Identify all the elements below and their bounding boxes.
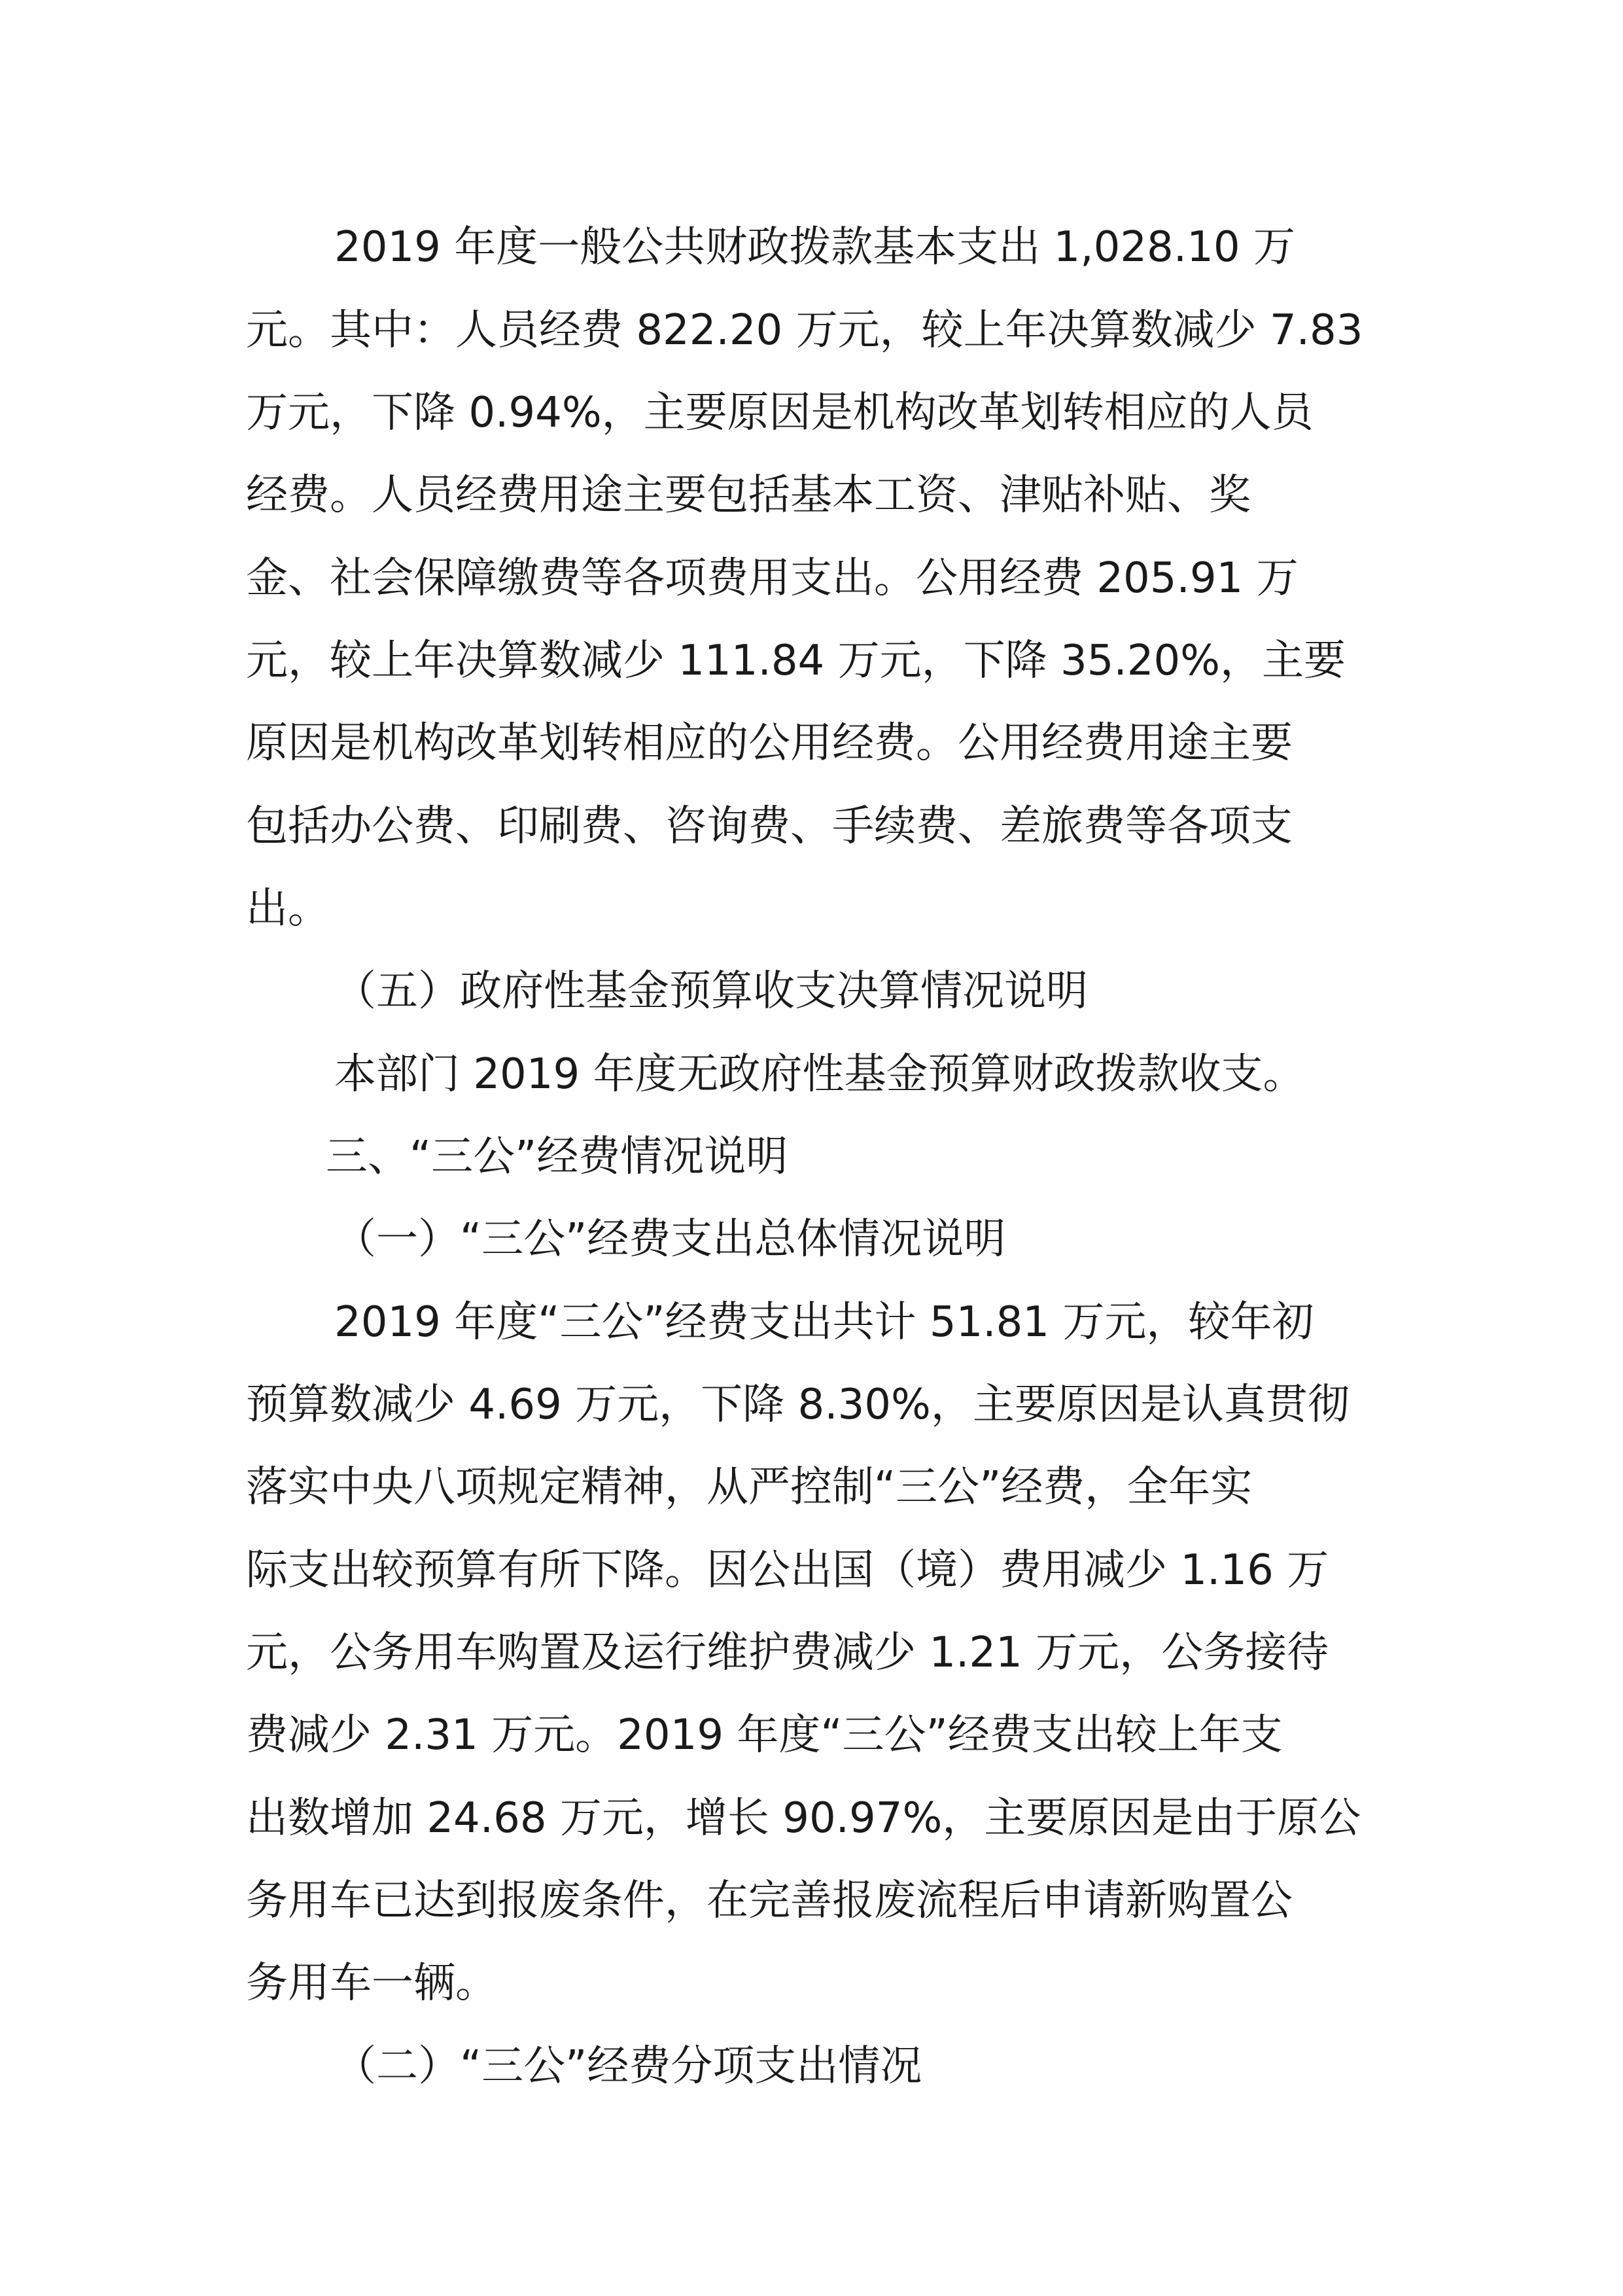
body-text-line: 原因是机构改革划转相应的公用经费。公用经费用途主要 bbox=[246, 719, 1293, 768]
body-text-line: 务用车一辆。 bbox=[246, 1959, 497, 2007]
body-text-line: 2019 年度“三公”经费支出共计 51.81 万元，较年初 bbox=[334, 1298, 1314, 1347]
body-text-line: 出。 bbox=[246, 885, 330, 933]
body-text-line: 预算数减少 4.69 万元，下降 8.30%，主要原因是认真贯彻 bbox=[246, 1381, 1350, 1429]
body-text-line: 务用车已达到报废条件，在完善报废流程后申请新购置公 bbox=[246, 1877, 1293, 1925]
body-text-line: 出数增加 24.68 万元，增长 90.97%，主要原因是由于原公 bbox=[246, 1794, 1361, 1843]
body-text-line: 落实中央八项规定精神，从严控制“三公”经费，全年实 bbox=[246, 1463, 1253, 1511]
body-text-line: 金、社会保障缴费等各项费用支出。公用经费 205.91 万 bbox=[246, 554, 1299, 603]
body-text-line: 本部门 2019 年度无政府性基金预算财政拨款收支。 bbox=[334, 1050, 1305, 1099]
body-text-line: 际支出较预算有所下降。因公出国（境）费用减少 1.16 万 bbox=[246, 1546, 1329, 1595]
body-text-line: 经费。人员经费用途主要包括基本工资、津贴补贴、奖 bbox=[246, 471, 1251, 520]
section-heading: （五）政府性基金预算收支决算情况说明 bbox=[334, 967, 1088, 1016]
section-heading: （一）“三公”经费支出总体情况说明 bbox=[334, 1215, 1006, 1263]
body-text-line: 包括办公费、印刷费、咨询费、手续费、差旅费等各项支 bbox=[246, 802, 1293, 851]
section-heading: 三、“三公”经费情况说明 bbox=[326, 1133, 788, 1181]
section-heading: （二）“三公”经费分项支出情况 bbox=[334, 2042, 922, 2091]
body-text-line: 元，较上年决算数减少 111.84 万元，下降 35.20%，主要 bbox=[246, 637, 1346, 685]
body-text-line: 元，公务用车购置及运行维护费减少 1.21 万元，公务接待 bbox=[246, 1629, 1329, 1677]
body-text-line: 费减少 2.31 万元。2019 年度“三公”经费支出较上年支 bbox=[246, 1711, 1283, 1759]
body-text-line: 万元，下降 0.94%，主要原因是机构改革划转相应的人员 bbox=[246, 389, 1314, 437]
body-text-line: 元。其中：人员经费 822.20 万元，较上年决算数减少 7.83 bbox=[246, 306, 1363, 355]
body-text-line: 2019 年度一般公共财政拨款基本支出 1,028.10 万 bbox=[334, 223, 1295, 272]
